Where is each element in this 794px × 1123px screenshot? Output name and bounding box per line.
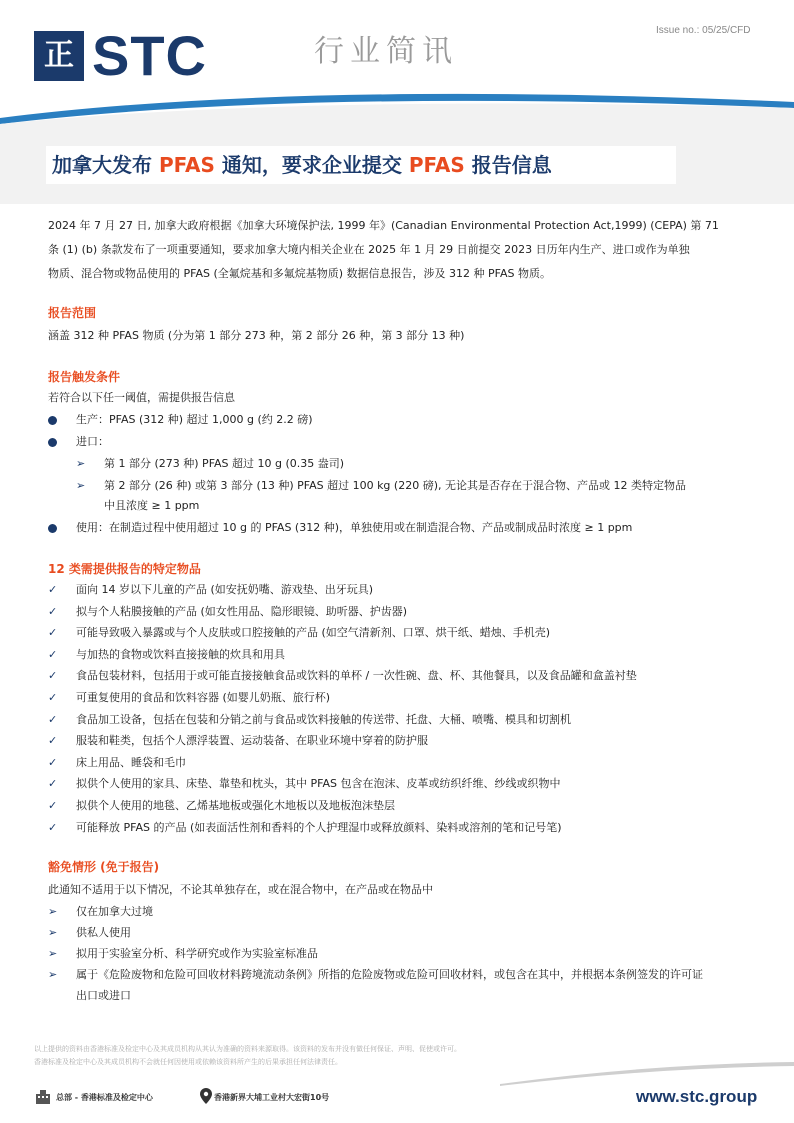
logo-mark: 正 [34,31,84,81]
article-item: 拟供个人使用的家具、床垫、靠垫和枕头，其中 PFAS 包含在泡沫、皮革或纺织纤维、纱线或织物中 [76,777,561,790]
trigger-production: 生产：PFAS (312 种) 超过 1,000 g (约 2.2 磅) [76,413,313,426]
bullet-dot [48,438,57,447]
intro-line-1: 2024 年 7 月 27 日, 加拿大政府根据《加拿大环境保护法, 1999 年》(Canadian Environmental Protection Act,1999) (CEPA) 第 71 [48,219,719,232]
scope-heading: 报告范围 [48,306,97,320]
arrow-icon: ➢ [48,968,58,981]
checkmark-icon: ✓ [48,734,58,747]
bullet-dot [48,416,57,425]
checkmark-icon: ✓ [48,777,58,790]
exemptions-lead: 此通知不适用于以下情况，不论其单独存在，或在混合物中，在产品或在物品中 [48,883,433,896]
newsletter-title: 行业简讯 [314,34,458,69]
article-item: 可重复使用的食品和饮料容器 (如婴儿奶瓶、旅行杯) [76,691,331,704]
article-item: 拟供个人使用的地毯、乙烯基地板或强化木地板以及地板泡沫垫层 [76,799,395,812]
checkmark-icon: ✓ [48,799,58,812]
disclaimer-line-2: 香港标准及检定中心及其成员机构不会就任何因使用或依赖该资料所产生的后果承担任何法律责任。 [34,1058,342,1066]
import-item-2: 第 2 部分 (26 种) 或第 3 部分 (13 种) PFAS 超过 100 kg (220 磅), 无论其是否存在于混合物、产品或 12 类特定物品 [104,479,686,492]
import-item-2-cont: 中且浓度 ≥ 1 ppm [104,499,200,512]
article-item: 可能导致吸入暴露或与个人皮肤或口腔接触的产品 (如空气清新剂、口罩、烘干纸、蜡烛、手机壳) [76,626,551,639]
article-item: 可能释放 PFAS 的产品 (如表面活性剂和香料的个人护理湿巾或释放颜料、染料或溶剂的笔和记号笔) [76,821,562,834]
articles-heading: 12 类需提供报告的特定物品 [48,562,201,576]
checkmark-icon: ✓ [48,583,58,596]
address-label: 香港新界大埔工业村大宏街10号 [214,1093,330,1102]
checkmark-icon: ✓ [48,691,58,704]
disclaimer-line-1: 以上提供的资料由香港标准及检定中心及其成员机构从其认为准确的资料来源取得。该资料的发布并没有做任何保证、声明、促使或许可。 [34,1045,461,1053]
footer-swoosh [500,1060,794,1086]
location-pin-icon [200,1088,212,1104]
exemption-item-1: 仅在加拿大过境 [76,905,153,918]
arrow-icon: ➢ [48,905,58,918]
checkmark-icon: ✓ [48,648,58,661]
triggers-heading: 报告触发条件 [48,370,121,384]
article-item: 食品加工设备，包括在包装和分销之前与食品或饮料接触的传送带、托盘、大桶、喷嘴、模具和切割机 [76,713,571,726]
arrow-icon: ➢ [48,926,58,939]
intro-line-3: 物质、混合物或物品使用的 PFAS (全氟烷基和多氟烷基物质) 数据信息报告，涉及 312 种 PFAS 物质。 [48,267,551,280]
article-item: 食品包装材料，包括用于或可能直接接触食品或饮料的单杯 / 一次性碗、盘、杯、其他餐具，以及食品罐和盒盖衬垫 [76,669,637,682]
logo-text: STC [92,24,207,87]
checkmark-icon: ✓ [48,669,58,682]
checkmark-icon: ✓ [48,713,58,726]
checkmark-icon: ✓ [48,821,58,834]
headquarters-label: 总部 - 香港标准及检定中心 [56,1093,153,1102]
exemption-item-3: 拟用于实验室分析、科学研究或作为实验室标准品 [76,947,318,960]
triggers-lead: 若符合以下任一阈值，需提供报告信息 [48,391,235,404]
article-item: 服装和鞋类，包括个人漂浮装置、运动装备、在职业环境中穿着的防护服 [76,734,428,747]
article-item: 面向 14 岁以下儿童的产品 (如安抚奶嘴、游戏垫、出牙玩具) [76,583,374,596]
intro-line-2: 条 (1) (b) 条款发布了一项重要通知，要求加拿大境内相关企业在 2025 年 1 月 29 日前提交 2023 日历年内生产、进口或作为单独 [48,243,690,256]
article-item: 床上用品、睡袋和毛巾 [76,756,186,769]
article-item: 与加热的食物或饮料直接接触的炊具和用具 [76,648,285,661]
header-swoosh [0,88,794,128]
arrow-icon: ➢ [48,947,58,960]
trigger-import: 进口： [76,435,109,448]
issue-number: Issue no.: 05/25/CFD [656,25,751,36]
scope-text: 涵盖 312 种 PFAS 物质 (分为第 1 部分 273 种，第 2 部分 26 种，第 3 部分 13 种) [48,329,465,342]
exemption-item-2: 供私人使用 [76,926,131,939]
article-item: 拟与个人粘膜接触的产品 (如女性用品、隐形眼镜、助听器、护齿器) [76,605,408,618]
checkmark-icon: ✓ [48,605,58,618]
page-title: 加拿大发布 PFAS 通知，要求企业提交 PFAS 报告信息 [52,153,552,177]
checkmark-icon: ✓ [48,756,58,769]
exemptions-heading: 豁免情形 (免于报告) [48,860,160,874]
arrow-icon: ➢ [76,479,86,492]
checkmark-icon: ✓ [48,626,58,639]
import-item-1: 第 1 部分 (273 种) PFAS 超过 10 g (0.35 盎司) [104,457,345,470]
website-link[interactable]: www.stc.group [636,1087,758,1106]
trigger-use: 使用：在制造过程中使用超过 10 g 的 PFAS (312 种)，单独使用或在制造混合物、产品或制成品时浓度 ≥ 1 ppm [76,521,633,534]
arrow-icon: ➢ [76,457,86,470]
exemption-item-4-cont: 出口或进口 [76,989,131,1002]
bullet-dot [48,524,57,533]
exemption-item-4: 属于《危险废物和危险可回收材料跨境流动条例》所指的危险废物或危险可回收材料，或包含在其中，并根据本条例签发的许可证 [76,968,703,981]
building-icon [34,1090,52,1104]
